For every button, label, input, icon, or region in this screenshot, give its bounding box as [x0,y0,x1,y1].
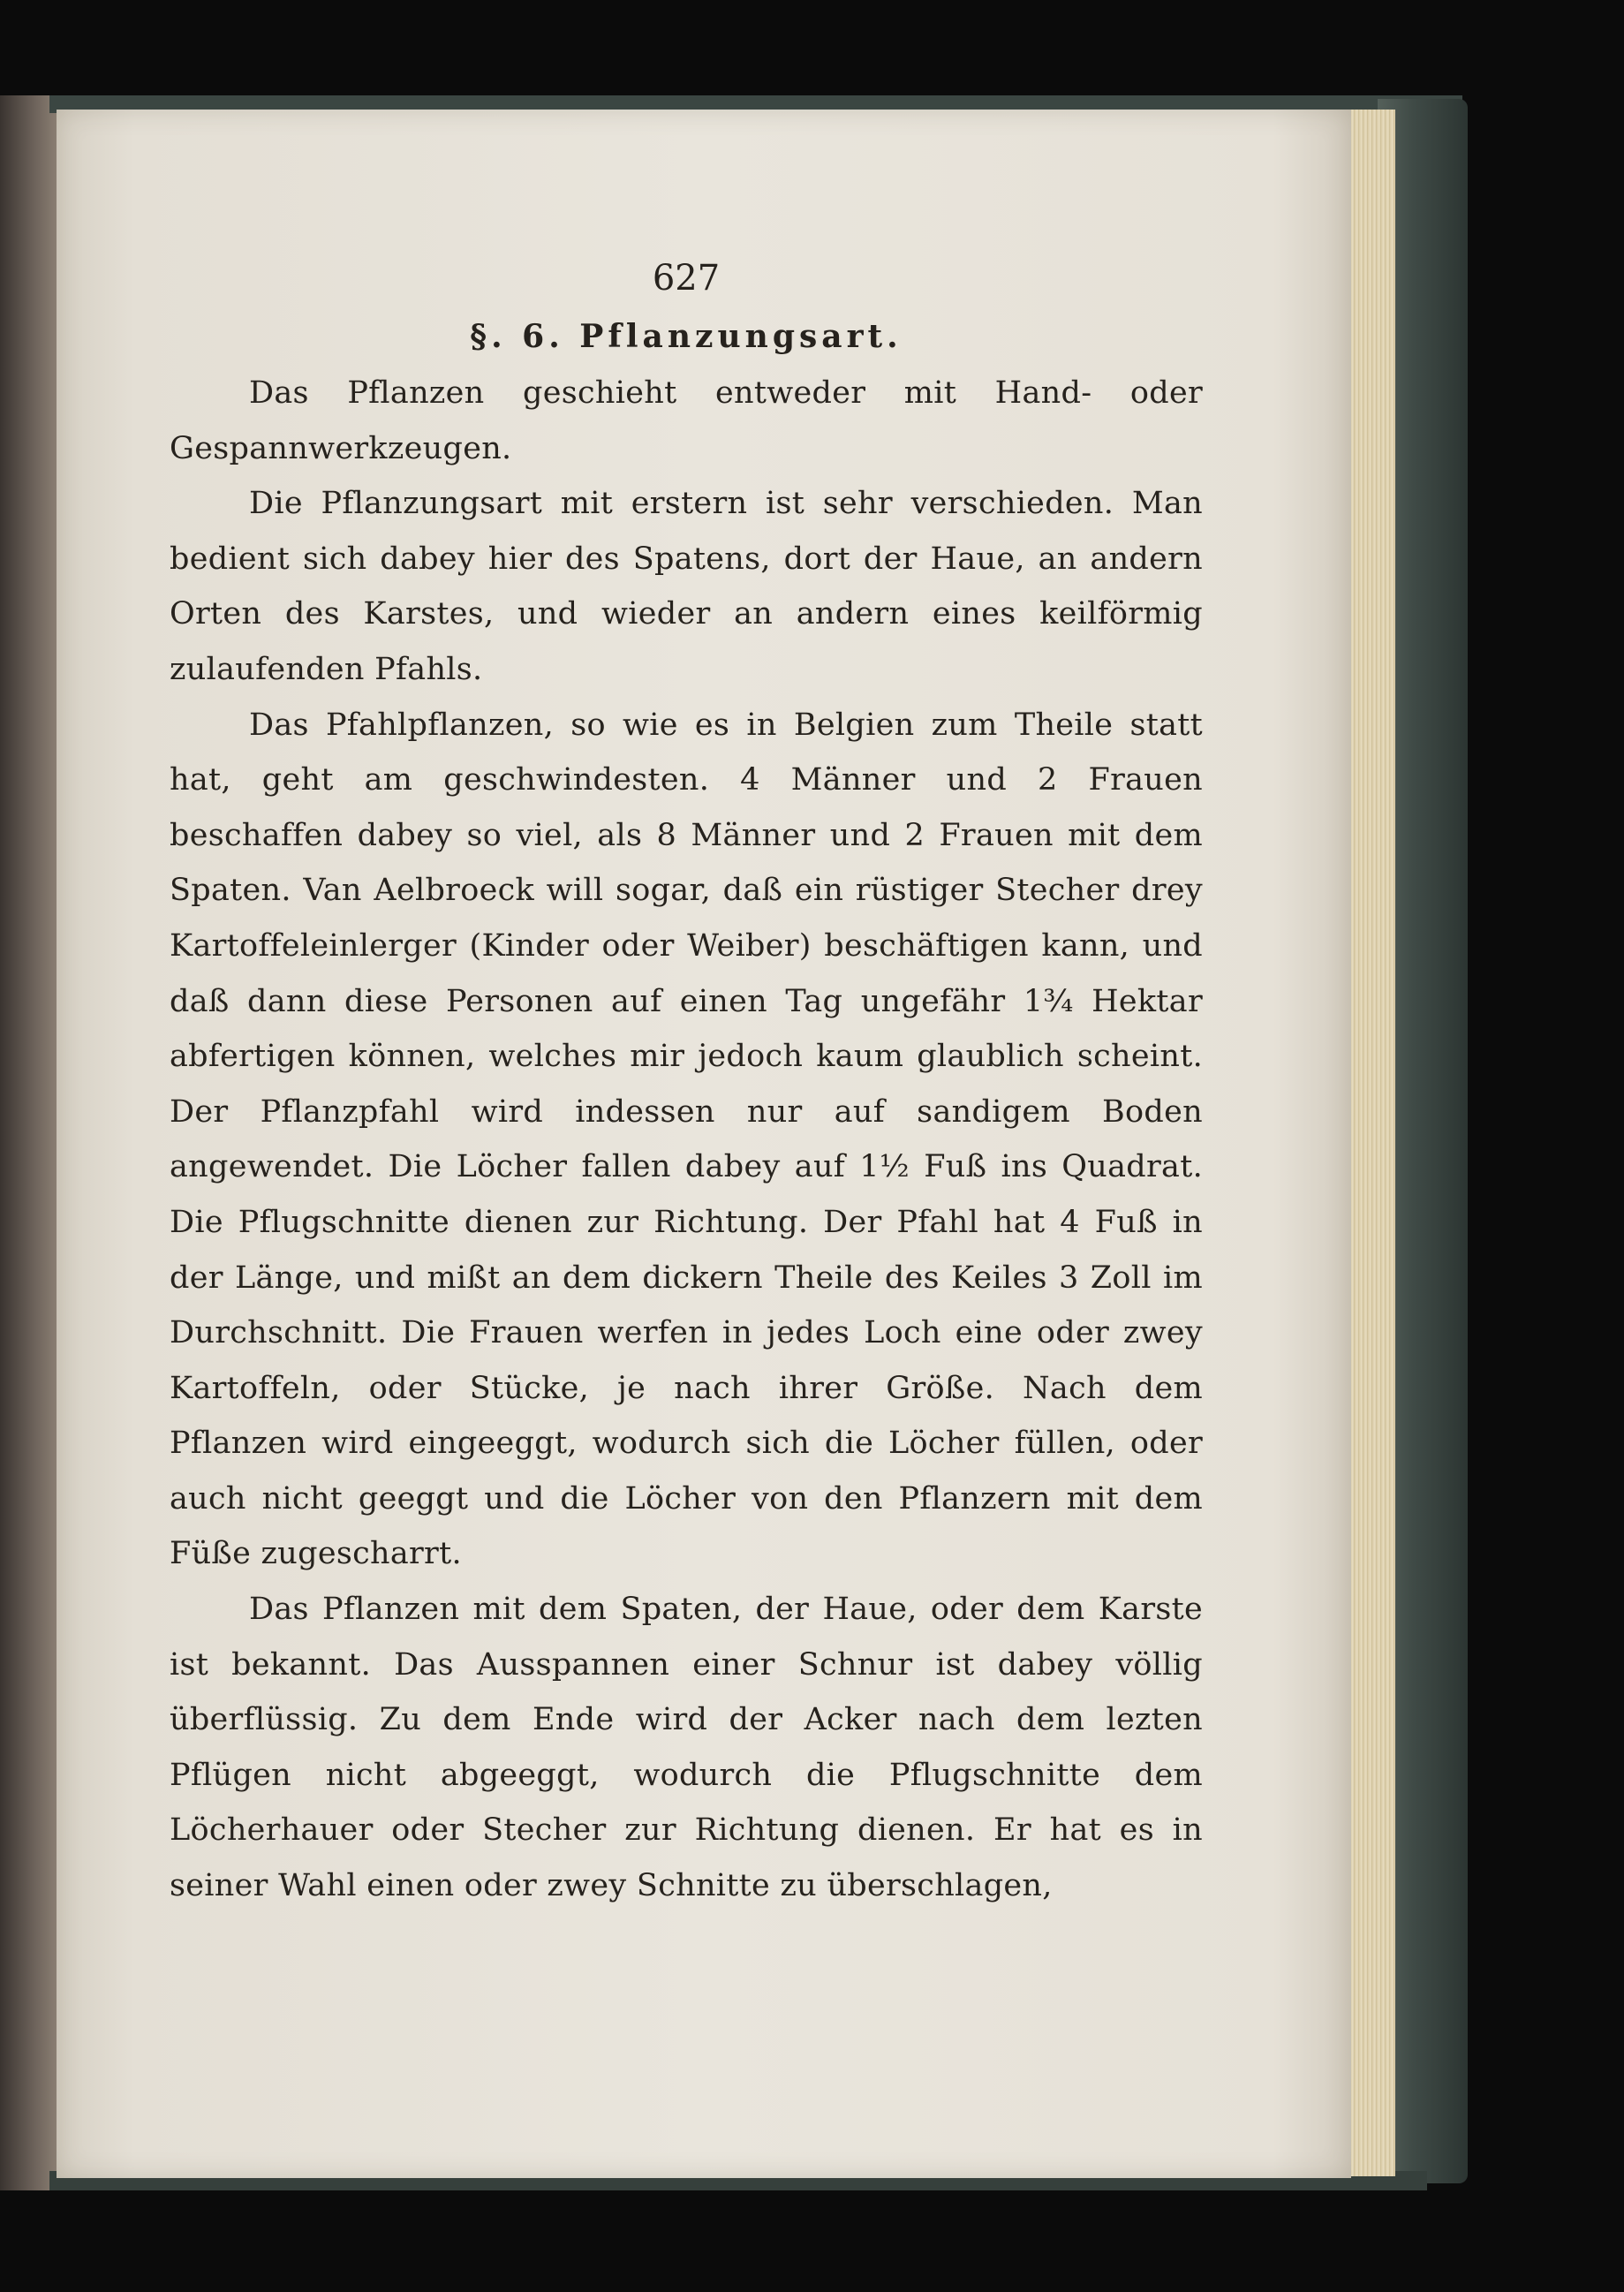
paragraph-2: Die Pflanzungsart mit erstern ist sehr verschieden. Man bedient sich dabey hier des Spatens, dort der Haue, an andern Orten des Karstes, und wieder an andern eines keilförmig zulaufenden Pfahls. [170,486,1203,687]
paragraph-3: Das Pfahlpflanzen, so wie es in Belgien zum Theile statt hat, geht am geschwindesten. 4 Männer und 2 Frauen beschaffen dabey so viel, als 8 Männer und 2 Frauen mit dem Spaten. Van Aelbroeck will sogar, daß ein rüstiger Stecher drey Kartoffeleinlerger (Kinder oder Weiber) beschäftigen kann, und daß dann diese Personen auf einen Tag ungefähr 1¾ Hektar abfertigen können, welches mir jedoch kaum glaublich scheint. Der Pflanzpfahl wird indessen nur auf sandigem Boden angewendet. Die Löcher fallen dabey auf 1½ Fuß ins Quadrat. Die Pflugschnitte dienen zur Richtung. Der Pfahl hat 4 Fuß in der Länge, und mißt an dem dickern Theile des Keiles 3 Zoll im Durchschnitt. Die Frauen werfen in jedes Loch eine oder zwey Kartoffeln, oder Stücke, je nach ihrer Größe. Nach dem Pflanzen wird eingeeggt, wodurch sich die Löcher füllen, oder auch nicht geeggt und die Löcher von den Pflanzern mit dem Füße zugescharrt. [170,707,1203,1572]
book-page [57,110,1351,2178]
paragraph-1: Das Pflanzen geschieht entweder mit Hand- oder Gespannwerkzeugen. [170,375,1203,466]
page-block-edges [1346,110,1395,2176]
section-heading: §. 6. Pflanzungsart. [470,318,903,355]
page-text-block [170,251,1203,1914]
book-cover-left [0,95,57,2190]
page-number: 627 [652,258,721,299]
paragraph-4: Das Pflanzen mit dem Spaten, der Haue, oder dem Karste ist bekannt. Das Ausspannen einer Schnur ist dabey völlig überflüssig. Zu dem Ende wird der Acker nach dem lezten Pflügen nicht abgeeggt, wodurch die Pflugschnitte dem Löcherhauer oder Stecher zur Richtung dienen. Er hat es in seiner Wahl einen oder zwey Schnitte zu überschlagen, [170,1592,1203,1904]
